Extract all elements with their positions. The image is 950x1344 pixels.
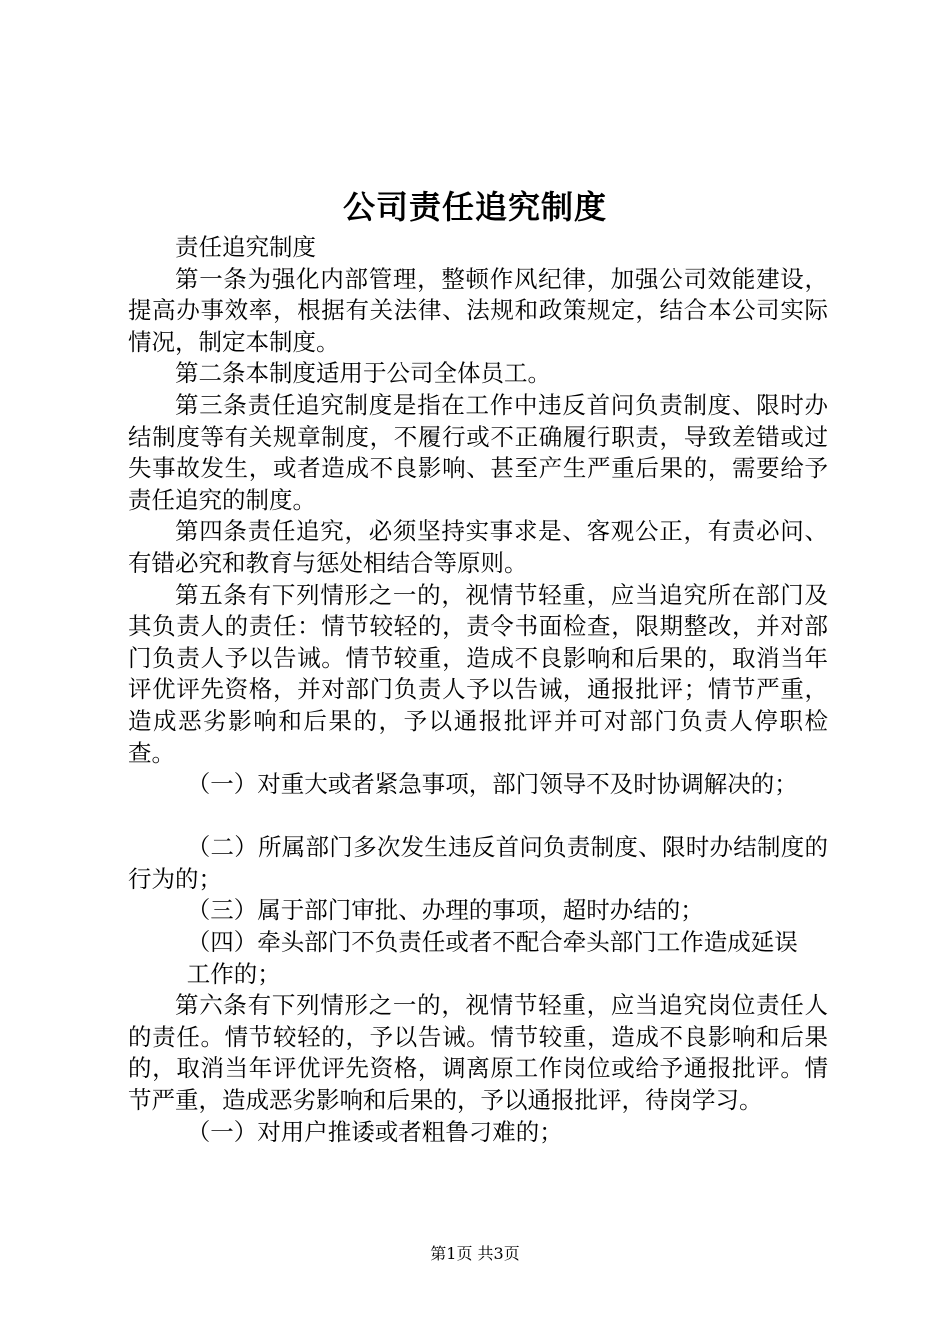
article-5-item-4-continued: 工作的； [186,959,281,988]
article-6: 第六条有下列情形之一的，视情节轻重，应当追究岗位责任人的责任。情节较轻的，予以告诫。情节较重，造成不良影响和后果的，取消当年评优评先资格，调离原工作岗位或给予通报批评。情节严重，造成恶劣影响和后果的，予以通报批评，待岗学习。 [128,991,828,1115]
article-2: 第二条本制度适用于公司全体员工。 [175,359,551,388]
article-5-item-2: （二）所属部门多次发生违反首问负责制度、限时办结制度的行为的； [128,833,828,893]
article-5-item-3: （三）属于部门审批、办理的事项，超时办结的； [186,896,704,925]
article-1: 第一条为强化内部管理，整顿作风纪律，加强公司效能建设，提高办事效率，根据有关法律、法规和政策规定，结合本公司实际情况，制定本制度。 [128,264,828,356]
article-5-item-1: （一）对重大或者紧急事项，部门领导不及时协调解决的； [186,770,798,799]
document-body [128,232,828,1148]
article-5: 第五条有下列情形之一的，视情节轻重，应当追究所在部门及其负责人的责任：情节较轻的，责令书面检查，限期整改，并对部门负责人予以告诫。情节较重，造成不良影响和后果的，取消当年评优评先资格，并对部门负责人予以告诫，通报批评；情节严重，造成恶劣影响和后果的，予以通报批评并可对部门负责人停职检查。 [128,580,828,767]
article-5-item-4: （四）牵头部门不负责任或者不配合牵头部门工作造成延误 [186,928,798,957]
section-heading: 责任追究制度 [175,233,316,261]
document-title: 公司责任追究制度 [342,188,607,226]
article-3: 第三条责任追究制度是指在工作中违反首问负责制度、限时办结制度等有关规章制度，不履行或不正确履行职责，导致差错或过失事故发生，或者造成不良影响、甚至产生严重后果的，需要给予责任追究的制度。 [128,390,828,514]
page-footer: 第1页 共3页 [430,1244,520,1263]
blank-line [128,801,828,833]
article-6-item-1: （一）对用户推诿或者粗鲁刁难的； [186,1117,563,1146]
article-4: 第四条责任追究，必须坚持实事求是、客观公正，有责必问、有错必究和教育与惩处相结合等原则。 [128,517,828,577]
